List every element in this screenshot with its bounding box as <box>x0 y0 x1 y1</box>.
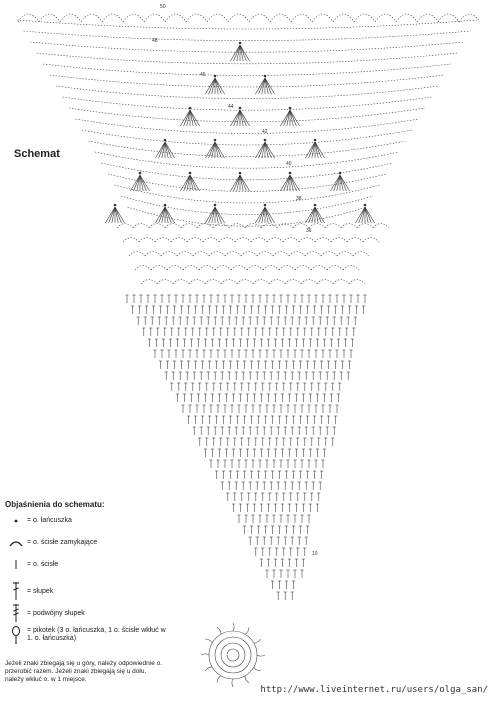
mesh-arc <box>155 238 171 243</box>
chart-row-arc <box>121 196 373 215</box>
mesh-arc <box>273 252 289 257</box>
mesh-arc <box>251 238 267 243</box>
fan-top <box>214 204 216 206</box>
mesh-arc <box>219 238 235 243</box>
mesh-arc <box>311 266 327 271</box>
chart-row-arc <box>69 108 425 122</box>
mesh-arc <box>263 266 279 271</box>
mesh-arc <box>205 280 221 285</box>
fan-top <box>264 75 266 77</box>
legend-label: = podwójny słupek <box>27 610 85 617</box>
mesh-arc <box>241 252 257 257</box>
mesh-arc <box>301 280 317 285</box>
chart-row-arc <box>56 86 438 99</box>
fan-stitch <box>240 175 246 191</box>
fan-stitch <box>140 175 146 191</box>
mesh-arc <box>189 280 205 285</box>
fan-top <box>164 139 166 141</box>
mesh-arc <box>135 266 151 271</box>
mesh-arc <box>187 238 203 243</box>
scallop <box>375 14 396 22</box>
chart-row-arc <box>63 97 432 110</box>
fan-top <box>239 107 241 109</box>
fan-top <box>214 139 216 141</box>
row-number: 46 <box>200 72 206 78</box>
legend <box>5 500 205 647</box>
scallop <box>312 14 333 22</box>
medallion-ring <box>221 643 245 667</box>
fan-top <box>239 172 241 174</box>
mesh-arc <box>269 280 285 285</box>
fan-stitch <box>234 110 240 126</box>
mesh-arc <box>347 238 363 243</box>
fan-top <box>114 204 116 206</box>
fan-stitch <box>159 207 165 223</box>
medallion-picot <box>245 627 249 634</box>
fan-stitch <box>259 78 265 94</box>
fan-stitch <box>165 207 171 223</box>
mesh-arc <box>237 280 253 285</box>
slip-stitch-arc-icon <box>7 537 25 557</box>
fan-stitch <box>109 207 115 223</box>
fan-top <box>189 107 191 109</box>
scallop <box>249 14 270 22</box>
mesh-arc <box>221 280 237 285</box>
fan-stitch <box>190 110 196 126</box>
medallion-picot <box>245 676 249 683</box>
double-crochet-icon <box>7 581 25 601</box>
fan-top <box>164 204 166 206</box>
fan-top <box>314 204 316 206</box>
mesh-arc <box>317 280 333 285</box>
fan-stitch <box>215 207 221 223</box>
mesh-arc <box>171 238 187 243</box>
fan-stitch <box>165 142 171 158</box>
legend-label: = o. łańcuszka <box>27 517 72 524</box>
medallion-picot <box>217 676 221 683</box>
legend-label: = o. ścisłe <box>27 561 59 568</box>
fan-top <box>364 204 366 206</box>
scallop <box>123 14 144 22</box>
scallop <box>186 14 207 22</box>
mesh-arc <box>279 266 295 271</box>
mesh-arc <box>305 252 321 257</box>
fan-top <box>264 139 266 141</box>
chart-row-arc <box>30 42 464 52</box>
scallop <box>207 14 228 22</box>
mesh-arc <box>225 252 241 257</box>
mesh-arc <box>145 252 161 257</box>
mesh-arc <box>213 224 229 229</box>
scallop <box>333 14 354 22</box>
mesh-arc <box>167 266 183 271</box>
mesh-arc <box>235 238 251 243</box>
scallop <box>144 14 165 22</box>
scallop <box>228 14 249 22</box>
row-number: 50 <box>160 4 166 10</box>
mesh-arc <box>117 224 133 229</box>
mesh-arc <box>123 238 139 243</box>
fan-stitch <box>334 175 340 191</box>
mesh-arc <box>133 224 149 229</box>
scallop <box>417 14 438 22</box>
scallop <box>39 14 60 22</box>
chart-row-arc <box>43 64 451 75</box>
medallion-picot <box>217 627 221 634</box>
scallop <box>165 14 186 22</box>
chart-row-arc <box>37 53 458 64</box>
scallop <box>291 14 312 22</box>
mesh-arc <box>333 280 349 285</box>
mesh-arc <box>267 238 283 243</box>
mesh-arc <box>231 266 247 271</box>
fan-top <box>314 139 316 141</box>
fan-stitch <box>309 142 315 158</box>
fan-stitch <box>240 45 246 61</box>
legend-item-chain <box>5 515 205 537</box>
row-number: 36 <box>306 228 312 234</box>
mesh-arc <box>181 224 197 229</box>
fan-stitch <box>209 78 215 94</box>
mesh-arc <box>157 280 173 285</box>
legend-note: Jeżeli znaki zbiegają się u góry, należy odpowiednie o. przerobić razem. Jeżeli znaki zbiegają się u dołu, należy wkłuć o. w 1 miejsce. <box>5 660 163 683</box>
row-number: 44 <box>228 104 234 110</box>
scallop <box>18 14 39 22</box>
mesh-arc <box>321 252 337 257</box>
mesh-arc <box>215 266 231 271</box>
single-crochet-icon <box>7 559 25 579</box>
diagram-title: Schemat <box>14 148 60 160</box>
scallop <box>396 14 417 22</box>
medallion-ring <box>227 649 239 661</box>
mesh-arc <box>161 252 177 257</box>
fan-stitch <box>134 175 140 191</box>
chart-row-arc <box>95 152 399 168</box>
fan-stitch <box>184 110 190 126</box>
picot-icon <box>7 625 25 645</box>
mesh-arc <box>363 238 379 243</box>
fan-stitch <box>359 207 365 223</box>
mesh-arc <box>285 280 301 285</box>
legend-label: = o. ścisłe zamykające <box>27 539 98 546</box>
fan-stitch <box>234 175 240 191</box>
scallop <box>270 14 291 22</box>
fan-top <box>289 107 291 109</box>
mesh-arc <box>353 252 369 257</box>
legend-item-double-crochet <box>5 581 205 603</box>
mesh-arc <box>283 238 299 243</box>
medallion-ring <box>215 637 251 673</box>
mesh-arc <box>253 280 269 285</box>
legend-item-treble-crochet <box>5 603 205 625</box>
mesh-arc <box>247 266 263 271</box>
fan-stitch <box>365 207 371 223</box>
mesh-arc <box>261 224 277 229</box>
mesh-arc <box>141 280 157 285</box>
mesh-arc <box>199 266 215 271</box>
fan-stitch <box>259 142 265 158</box>
mesh-arc <box>177 252 193 257</box>
legend-label: = słupek <box>27 588 54 595</box>
mesh-arc <box>245 224 261 229</box>
fan-top <box>289 172 291 174</box>
mesh-arc <box>341 224 357 229</box>
mesh-arc <box>299 238 315 243</box>
legend-item-single-crochet <box>5 559 205 581</box>
mesh-arc <box>173 280 189 285</box>
row-number: 38 <box>296 196 302 202</box>
fan-top <box>214 75 216 77</box>
mesh-arc <box>337 252 353 257</box>
row-number: 42 <box>262 129 268 135</box>
fan-stitch <box>315 207 321 223</box>
scallop <box>102 14 123 22</box>
mesh-arc <box>209 252 225 257</box>
mesh-arc <box>149 224 165 229</box>
medallion-picot <box>232 679 233 687</box>
fan-top <box>139 172 141 174</box>
chart-row-arc <box>50 75 445 87</box>
fan-stitch <box>209 207 215 223</box>
mesh-arc <box>331 238 347 243</box>
watermark: http://www.liveinternet.ru/users/olga_san/ <box>260 685 488 695</box>
fan-stitch <box>284 175 290 191</box>
mesh-arc <box>151 266 167 271</box>
chart-row-arc <box>89 141 406 157</box>
fan-stitch <box>265 78 271 94</box>
fan-stitch <box>240 110 246 126</box>
fan-stitch <box>290 175 296 191</box>
mesh-arc <box>315 238 331 243</box>
medallion-picot <box>205 639 212 643</box>
legend-heading: Objaśnienia do schematu: <box>5 500 105 509</box>
mesh-arc <box>203 238 219 243</box>
fan-stitch <box>234 45 240 61</box>
medallion-picot <box>254 667 261 671</box>
chart-row-arc <box>82 130 412 145</box>
row-number: 48 <box>152 38 158 44</box>
mesh-arc <box>165 224 181 229</box>
row-number: 40 <box>286 161 292 167</box>
scallop <box>60 14 81 22</box>
mesh-arc <box>193 252 209 257</box>
mesh-arc <box>343 266 359 271</box>
chart-row-arc <box>102 163 393 180</box>
fan-stitch <box>259 207 265 223</box>
legend-item-picot <box>5 625 205 647</box>
medallion-picot <box>233 623 234 631</box>
mesh-arc <box>373 224 389 229</box>
fan-stitch <box>265 207 271 223</box>
fan-stitch <box>284 110 290 126</box>
medallion-picot <box>205 667 212 671</box>
mesh-arc <box>325 224 341 229</box>
chart-row-arc <box>24 31 471 41</box>
chain-dot-icon <box>7 515 25 535</box>
mesh-arc <box>289 252 305 257</box>
legend-label: = pikotek (3 o. łańcuszka, 1 o. ścisłe wkłuć w 1. o. łańcuszka) <box>27 627 166 642</box>
fan-stitch <box>315 142 321 158</box>
mesh-arc <box>229 224 245 229</box>
mesh-arc <box>295 266 311 271</box>
fan-stitch <box>340 175 346 191</box>
medallion-picot <box>254 639 261 643</box>
chart-row-arc <box>17 20 477 29</box>
scallop <box>354 14 375 22</box>
medallion-picot <box>201 654 209 655</box>
scallop <box>438 14 459 22</box>
treble-crochet-icon <box>7 603 25 623</box>
medallion-picot <box>257 655 265 656</box>
mesh-arc <box>327 266 343 271</box>
mesh-arc <box>139 238 155 243</box>
mesh-arc <box>357 224 373 229</box>
fan-stitch <box>159 142 165 158</box>
fan-top <box>189 172 191 174</box>
mesh-arc <box>349 280 365 285</box>
fan-stitch <box>290 110 296 126</box>
medallion-ring <box>209 631 257 679</box>
mesh-arc <box>183 266 199 271</box>
row-number: 10 <box>312 551 318 557</box>
scallop <box>81 14 102 22</box>
mesh-arc <box>257 252 273 257</box>
fan-stitch <box>215 78 221 94</box>
scallop <box>459 14 480 22</box>
fan-top <box>339 172 341 174</box>
mesh-arc <box>129 252 145 257</box>
fan-top <box>239 42 241 44</box>
fan-stitch <box>115 207 121 223</box>
fan-top <box>264 204 266 206</box>
legend-item-slip-stitch <box>5 537 205 559</box>
